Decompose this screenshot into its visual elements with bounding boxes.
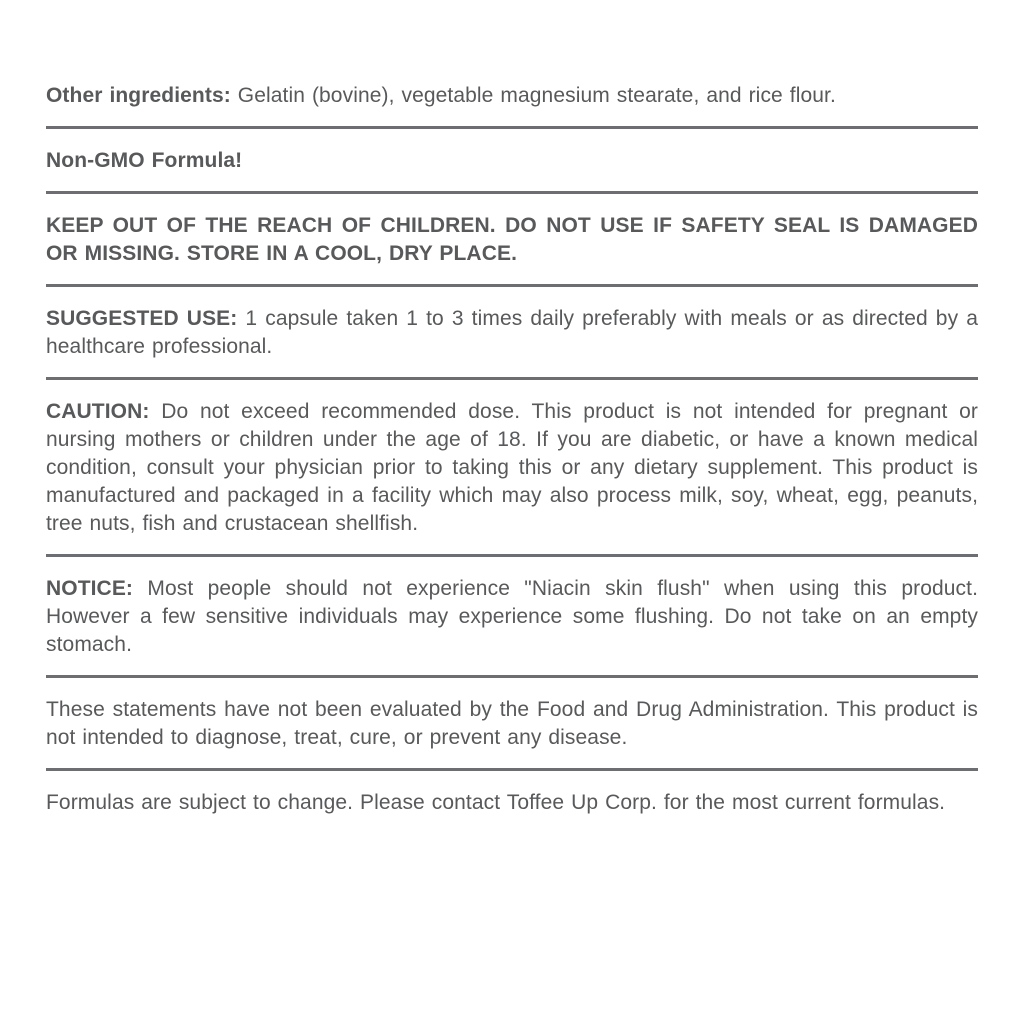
section-keep-out-warning xyxy=(46,212,978,268)
section-divider xyxy=(46,554,978,557)
section-fda-disclaimer xyxy=(46,696,978,752)
section-other-ingredients xyxy=(46,82,978,110)
section-suggested-use xyxy=(46,305,978,361)
section-notice-lead: NOTICE: xyxy=(46,577,134,600)
section-keep-out-warning-lead: KEEP OUT OF THE REACH OF CHILDREN. DO NOT USE IF SAFETY SEAL IS DAMAGED OR MISSING. STORE IN A COOL, DRY PLACE. xyxy=(46,214,978,265)
section-divider xyxy=(46,284,978,287)
section-caution-lead: CAUTION: xyxy=(46,400,150,423)
section-non-gmo-heading-lead: Non-GMO Formula! xyxy=(46,149,243,172)
section-caution xyxy=(46,398,978,538)
section-divider xyxy=(46,675,978,678)
section-divider xyxy=(46,126,978,129)
section-divider xyxy=(46,191,978,194)
section-suggested-use-lead: SUGGESTED USE: xyxy=(46,307,238,330)
section-formulas-subject-to-change-body: Formulas are subject to change. Please contact Toffee Up Corp. for the most current formulas. xyxy=(46,791,946,814)
section-suggested-use-body: 1 capsule taken 1 to 3 times daily preferably with meals or as directed by a healthcare professional. xyxy=(46,307,978,358)
section-other-ingredients-body: Gelatin (bovine), vegetable magnesium stearate, and rice flour. xyxy=(237,84,836,107)
section-formulas-subject-to-change xyxy=(46,789,978,817)
section-caution-body: Do not exceed recommended dose. This product is not intended for pregnant or nursing mothers or children under the age of 18. If you are diabetic, or have a known medical condition, consult your physician prior to taking this or any dietary supplement. This product is manufactured and packaged in a facility which may also process milk, soy, wheat, egg, peanuts, tree nuts, fish and crustacean shellfish. xyxy=(46,400,979,535)
section-divider xyxy=(46,377,978,380)
section-fda-disclaimer-body: These statements have not been evaluated by the Food and Drug Administration. This product is not intended to diagnose, treat, cure, or prevent any disease. xyxy=(46,698,978,749)
section-notice xyxy=(46,575,978,659)
section-divider xyxy=(46,768,978,771)
section-non-gmo-heading xyxy=(46,147,978,175)
section-other-ingredients-lead: Other ingredients: xyxy=(46,84,231,107)
section-notice-body: Most people should not experience "Niacin skin flush" when using this product. However a few sensitive individuals may experience some flushing. Do not take on an empty stomach. xyxy=(46,577,979,656)
